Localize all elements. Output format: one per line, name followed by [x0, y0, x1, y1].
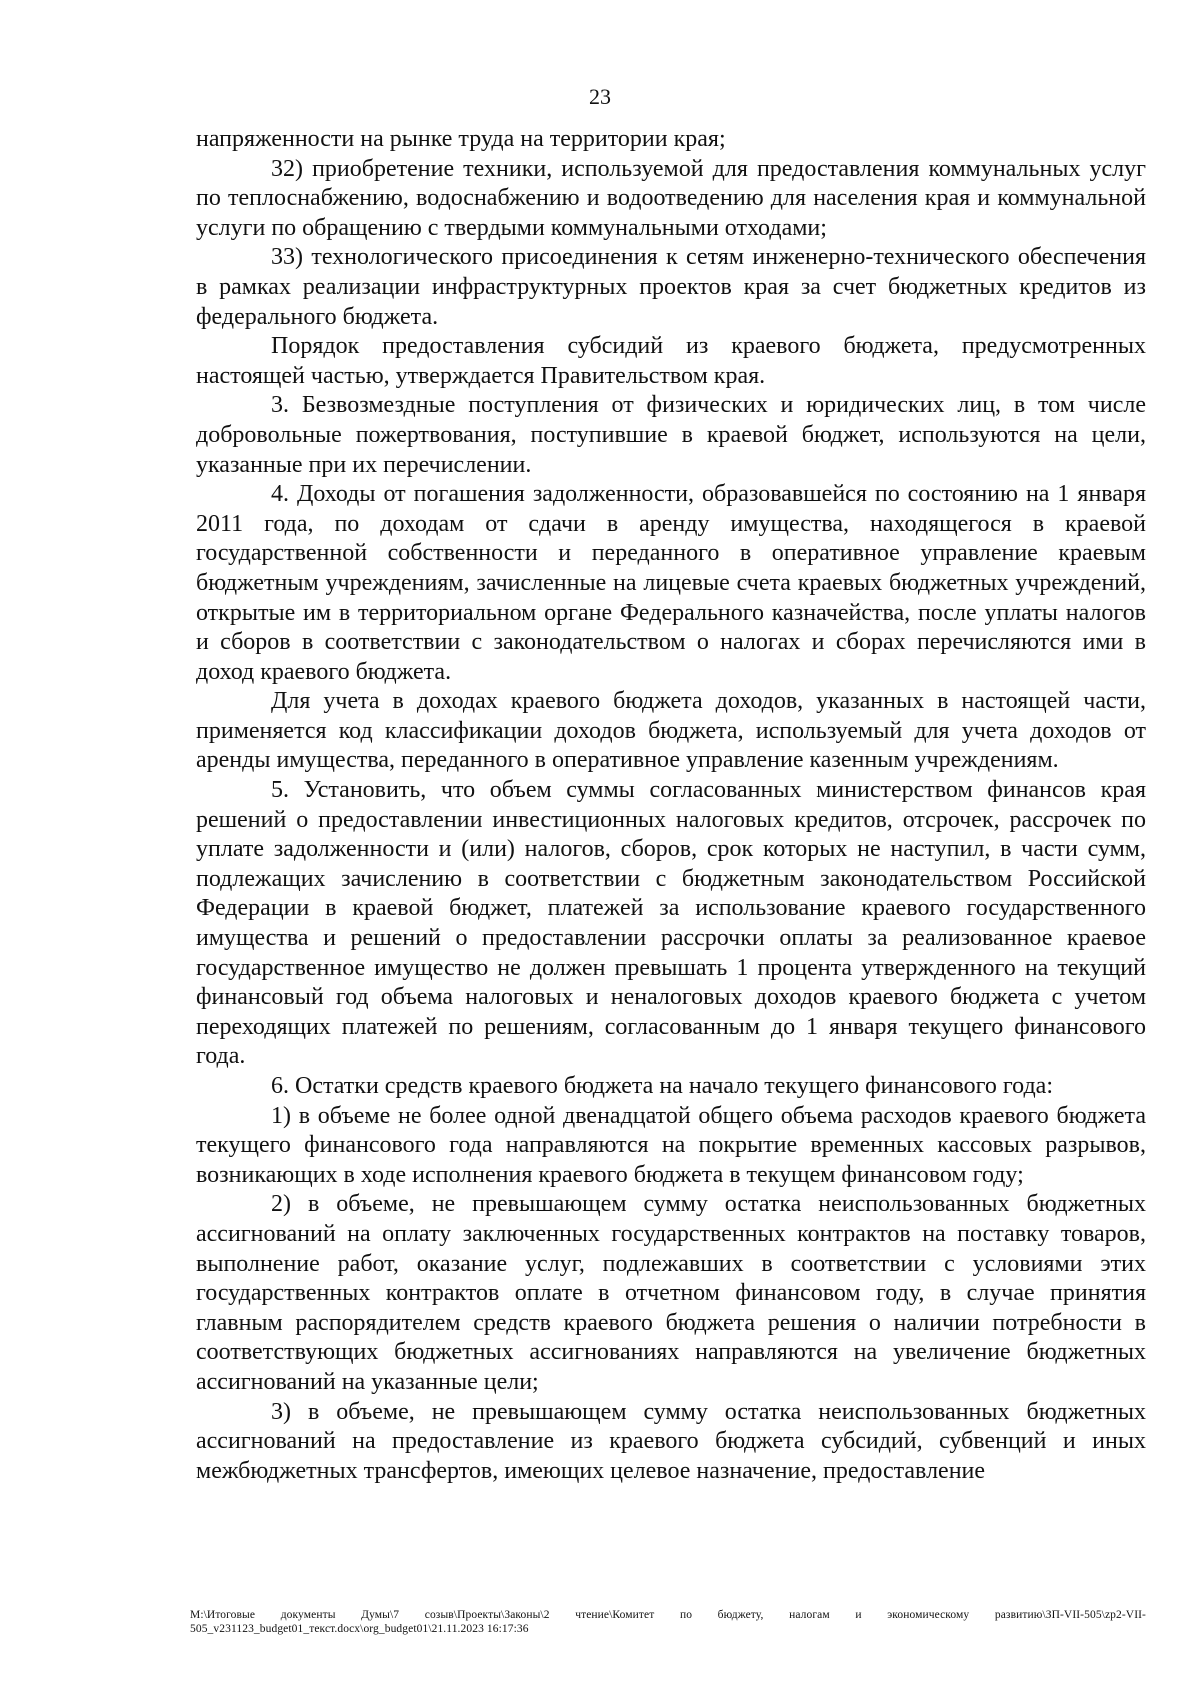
paragraph: 4. Доходы от погашения задолженности, образовавшейся по состоянию на 1 января 2011 года, по доходам от сдачи в аренду имущества, находящегося в краевой государственной собственности и переданного в оперативное управление краевым бюджетным учреждениям, зачисленные на лицевые счета краевых бюджетных учреждений, открытые им в территориальном органе Федерального казначейства, после уплаты налогов и сборов в соответствии с законодательством о налогах и сборах перечисляются ими в доход краевого бюджета. — [196, 481, 1146, 685]
paragraph: 3) в объеме, не превышающем сумму остатка неиспользованных бюджетных ассигнований на предоставление из краевого бюджета субсидий, субвенций и иных межбюджетных трансфертов, имеющих целевое назначение, предоставление — [196, 1398, 1146, 1484]
paragraph: напряженности на рынке труда на территории края; — [196, 126, 726, 152]
paragraph: 5. Установить, что объем суммы согласованных министерством финансов края решений о предоставлении инвестиционных налоговых кредитов, отсрочек, рассрочек по уплате задолженности и (или) налогов, сборов, срок которых не наступил, в части сумм, подлежащих зачислению в соответствии с бюджетным законодательством Российской Федерации в краевой бюджет, платежей за использование краевого государственного имущества и решений о предоставлении рассрочки оплаты за реализованное краевое государственное имущество не должен превышать 1 процента утвержденного на текущий финансовый год объема налоговых и неналоговых доходов краевого бюджета с учетом переходящих платежей по решениям, согласованным до 1 января текущего финансового года. — [196, 777, 1146, 1070]
paragraph: 1) в объеме не более одной двенадцатой общего объема расходов краевого бюджета текущего финансового года направляются на покрытие временных кассовых разрывов, возникающих в ходе исполнения краевого бюджета в текущем финансовом году; — [196, 1102, 1146, 1188]
page-number: 23 — [589, 84, 611, 109]
paragraph: 3. Безвозмездные поступления от физических и юридических лиц, в том числе добровольные пожертвования, поступившие в краевой бюджет, используются на цели, указанные при их перечислении. — [196, 392, 1146, 478]
paragraph: 2) в объеме, не превышающем сумму остатка неиспользованных бюджетных ассигнований на оплату заключенных государственных контрактов на поставку товаров, выполнение работ, оказание услуг, подлежавших в соответствии с условиями этих государственных контрактов оплате в отчетном финансовом году, в случае принятия главным распорядителем средств краевого бюджета решения о наличии потребности в соответствующих бюджетных ассигнованиях направляются на увеличение бюджетных ассигнований на указанные цели; — [196, 1191, 1146, 1395]
paragraph: 6. Остатки средств краевого бюджета на начало текущего финансового года: — [271, 1073, 1053, 1099]
paragraph: Для учета в доходах краевого бюджета доходов, указанных в настоящей части, применяется код классификации доходов бюджета, используемый для учета доходов от аренды имущества, переданного в оперативное управление казенным учреждениям. — [196, 688, 1146, 774]
document-body — [196, 125, 1146, 1486]
paragraph: 32) приобретение техники, используемой для предоставления коммунальных услуг по теплоснабжению, водоснабжению и водоотведению для населения края и коммунальной услуги по обращению с твердыми коммунальными отходами; — [196, 155, 1146, 241]
file-path-footer: M:\Итоговые документы Думы\7 созыв\Проекты\Законы\2 чтение\Комитет по бюджету, налогам и экономическому развитию\ЗП-VII-505\zp2-VII-505_v231123_budget01_текст.docx\org_budget01\21.11.2023 16:17:36 — [190, 1609, 1146, 1635]
paragraph: Порядок предоставления субсидий из краевого бюджета, предусмотренных настоящей частью, утверждается Правительством края. — [196, 333, 1146, 389]
paragraph: 33) технологического присоединения к сетям инженерно-технического обеспечения в рамках реализации инфраструктурных проектов края за счет бюджетных кредитов из федерального бюджета. — [196, 244, 1146, 330]
